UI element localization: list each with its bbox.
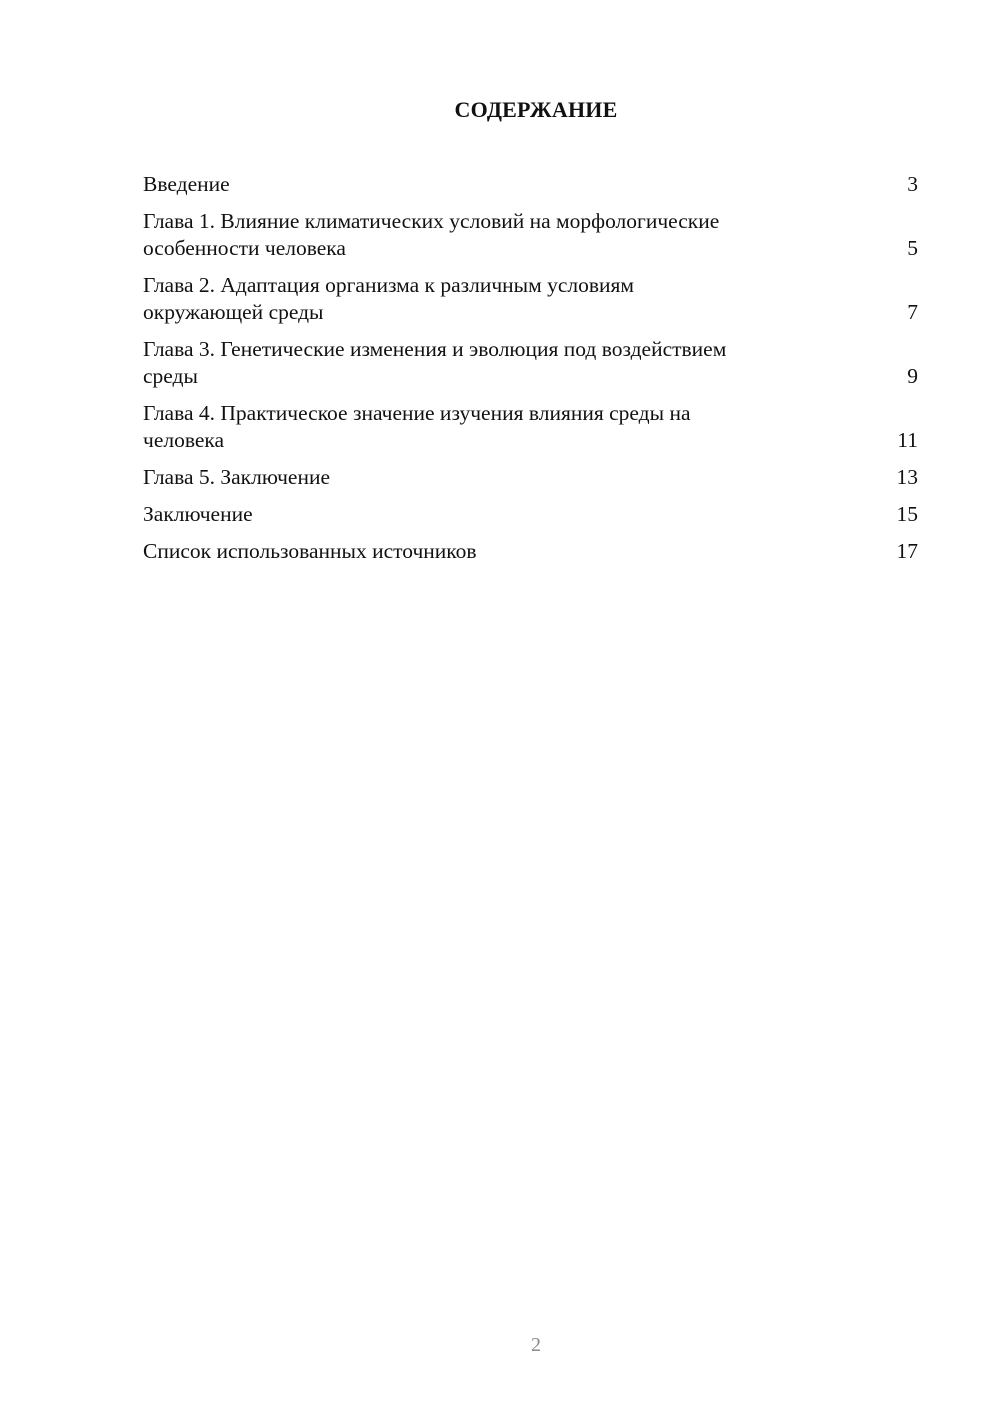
toc-entry-title: Глава 2. Адаптация организма к различным условиям окружающей среды	[143, 273, 635, 324]
toc-entry-chapter-4[interactable]	[143, 400, 918, 454]
toc-entry-conclusion[interactable]	[143, 501, 918, 528]
toc-entry-page: 9	[907, 364, 918, 388]
toc-entry-references[interactable]	[143, 538, 918, 565]
toc-entry-introduction[interactable]	[143, 171, 918, 198]
page-number: 2	[531, 1334, 541, 1356]
toc-entry-title: Заключение	[143, 502, 253, 526]
toc-entry-page: 3	[907, 172, 918, 196]
toc-entry-title: Глава 5. Заключение	[143, 465, 331, 489]
toc-entry-page: 13	[896, 465, 918, 489]
toc-entry-page: 5	[907, 236, 918, 260]
toc-entry-page: 11	[897, 428, 918, 452]
toc-entry-chapter-2[interactable]	[143, 272, 918, 326]
toc-entry-title: Введение	[143, 172, 230, 196]
toc-entry-page: 17	[896, 539, 918, 563]
toc-entry-title: Глава 1. Влияние климатических условий на морфологические особенности человека	[143, 209, 720, 260]
toc-entry-title: Глава 3. Генетические изменения и эволюция под воздействием среды	[143, 337, 727, 388]
table-of-contents	[143, 171, 918, 575]
toc-entry-title: Глава 4. Практическое значение изучения влияния среды на человека	[143, 401, 691, 452]
toc-entry-page: 7	[907, 300, 918, 324]
toc-entry-title: Список использованных источников	[143, 539, 477, 563]
toc-entry-page: 15	[896, 502, 918, 526]
toc-entry-chapter-3[interactable]	[143, 336, 918, 390]
toc-entry-chapter-5[interactable]	[143, 464, 918, 491]
toc-entry-chapter-1[interactable]	[143, 208, 918, 262]
toc-heading: СОДЕРЖАНИЕ	[454, 97, 618, 122]
